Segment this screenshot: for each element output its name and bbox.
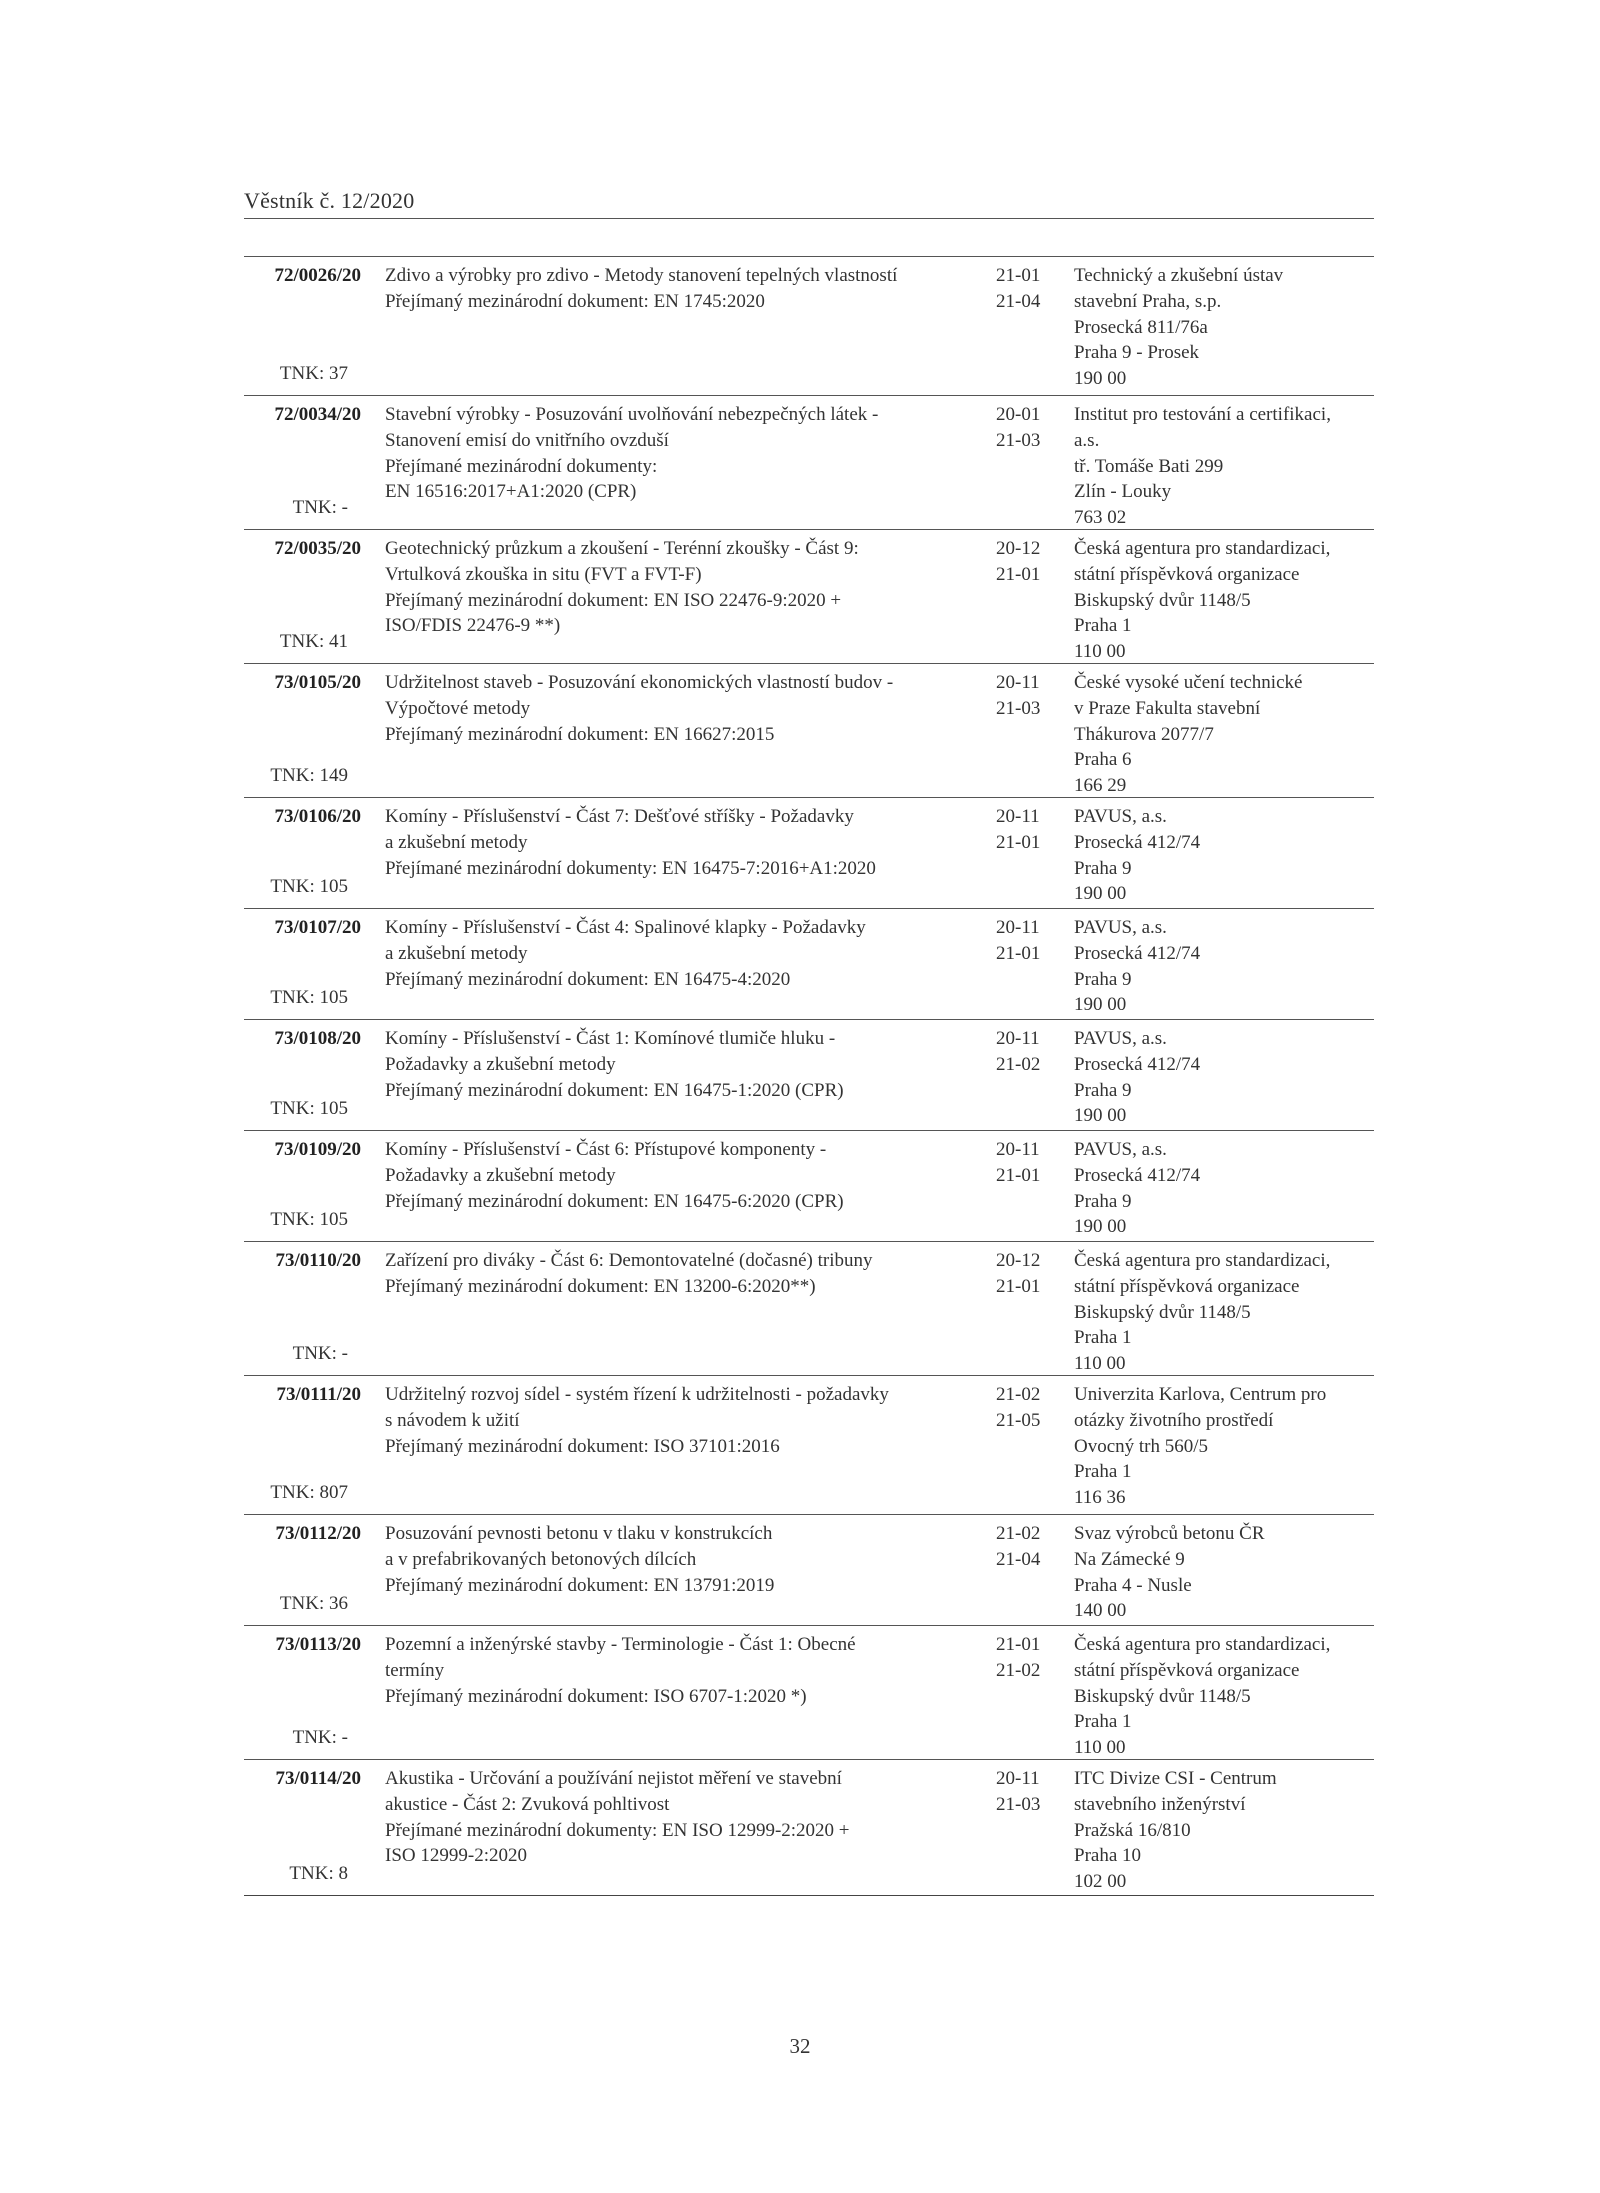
organization-line: 190 00 <box>1074 1216 1127 1238</box>
processor-organization <box>1074 1766 1374 1895</box>
standard-title-line: Udržitelný rozvoj sídel - systém řízení k udržitelnosti - požadavky <box>385 1384 889 1405</box>
standard-code: 73/0108/20 <box>274 1028 361 1049</box>
journal-title: Věstník č. 12/2020 <box>244 188 415 213</box>
organization-line: státní příspěvková organizace <box>1074 1275 1300 1297</box>
dates-cell <box>996 402 1066 454</box>
organization-line: 102 00 <box>1074 1871 1127 1893</box>
organization-line: Biskupský dvůr 1148/5 <box>1074 1685 1251 1707</box>
standard-title-line: Přejímaný mezinárodní dokument: EN 1745:2020 <box>385 290 765 312</box>
organization-line: v Praze Fakulta stavební <box>1074 697 1261 719</box>
organization-line: Technický a zkušební ústav <box>1074 265 1284 286</box>
standard-title-line: Přejímané mezinárodní dokumenty: EN ISO 12999-2:2020 + <box>385 1819 850 1841</box>
tnk-number: TNK: 105 <box>270 1098 348 1120</box>
organization-line: 110 00 <box>1074 1737 1126 1759</box>
standard-title <box>385 1632 975 1709</box>
standard-title-line: Stavební výrobky - Posuzování uvolňování nebezpečných látek - <box>385 404 879 425</box>
standard-title-line: Přejímané mezinárodní dokumenty: EN 16475-7:2016+A1:2020 <box>385 857 876 879</box>
start-date: 20-11 <box>996 1028 1040 1049</box>
standard-title-line: Akustika - Určování a používání nejistot měření ve stavební <box>385 1768 842 1789</box>
processor-organization <box>1074 670 1374 799</box>
organization-line: Česká agentura pro standardizaci, <box>1074 1250 1331 1271</box>
dates-cell <box>996 1521 1066 1573</box>
organization-line: 110 00 <box>1074 641 1126 663</box>
organization-line: Praha 1 <box>1074 615 1132 637</box>
standard-row <box>244 1242 1374 1376</box>
standard-code: 73/0113/20 <box>275 1634 361 1655</box>
standard-title-line: Požadavky a zkušební metody <box>385 1053 616 1075</box>
dates-cell <box>996 536 1066 588</box>
organization-line: a.s. <box>1074 429 1100 451</box>
standard-row <box>244 664 1374 798</box>
standard-row <box>244 1760 1374 1896</box>
organization-line: Univerzita Karlova, Centrum pro <box>1074 1384 1327 1405</box>
standard-title <box>385 670 975 747</box>
end-date: 21-04 <box>996 290 1041 312</box>
organization-line: České vysoké učení technické <box>1074 672 1303 693</box>
processor-organization <box>1074 1248 1374 1377</box>
standard-row <box>244 1626 1374 1760</box>
standard-title-line: Přejímaný mezinárodní dokument: EN 16475-6:2020 (CPR) <box>385 1190 844 1212</box>
organization-line: otázky životního prostředí <box>1074 1409 1274 1431</box>
standard-row <box>244 396 1374 530</box>
organization-line: Pražská 16/810 <box>1074 1819 1191 1841</box>
standard-row <box>244 1376 1374 1515</box>
end-date: 21-01 <box>996 1164 1041 1186</box>
organization-line: Prosecká 412/74 <box>1074 1053 1201 1075</box>
end-date: 21-03 <box>996 1793 1041 1815</box>
standard-code: 72/0035/20 <box>274 538 361 559</box>
processor-organization <box>1074 1632 1374 1761</box>
organization-line: PAVUS, a.s. <box>1074 806 1167 827</box>
standard-title <box>385 804 975 881</box>
standard-title <box>385 1521 975 1598</box>
organization-line: Česká agentura pro standardizaci, <box>1074 1634 1331 1655</box>
standard-code: 73/0107/20 <box>274 917 361 938</box>
standard-title-line: Vrtulková zkouška in situ (FVT a FVT-F) <box>385 563 702 585</box>
organization-line: Praha 1 <box>1074 1461 1132 1483</box>
dates-cell <box>996 915 1066 967</box>
end-date: 21-01 <box>996 1275 1041 1297</box>
standard-title <box>385 263 975 315</box>
end-date: 21-01 <box>996 942 1041 964</box>
processor-organization <box>1074 1026 1374 1129</box>
processor-organization <box>1074 804 1374 907</box>
processor-organization <box>1074 1382 1374 1511</box>
organization-line: 763 02 <box>1074 507 1127 529</box>
standard-title <box>385 1766 975 1869</box>
standard-title-line: Přejímaný mezinárodní dokument: EN 13200-6:2020**) <box>385 1275 816 1297</box>
standard-title-line: Zdivo a výrobky pro zdivo - Metody stanovení tepelných vlastností <box>385 265 898 286</box>
organization-line: stavební Praha, s.p. <box>1074 290 1222 312</box>
organization-line: tř. Tomáše Bati 299 <box>1074 455 1224 477</box>
tnk-number: TNK: - <box>292 497 348 519</box>
standard-title-line: Přejímaný mezinárodní dokument: EN 16475-4:2020 <box>385 968 791 990</box>
organization-line: Praha 9 - Prosek <box>1074 342 1200 364</box>
tnk-number: TNK: 807 <box>270 1482 348 1504</box>
standard-title-line: termíny <box>385 1659 445 1681</box>
dates-cell <box>996 1766 1066 1818</box>
end-date: 21-05 <box>996 1409 1041 1431</box>
standard-title-line: Posuzování pevnosti betonu v tlaku v konstrukcích <box>385 1523 773 1544</box>
standard-title-line: Přejímané mezinárodní dokumenty: <box>385 455 658 477</box>
standard-title-line: s návodem k užití <box>385 1409 520 1431</box>
end-date: 21-02 <box>996 1659 1041 1681</box>
organization-line: Svaz výrobců betonu ČR <box>1074 1523 1265 1544</box>
dates-cell <box>996 1382 1066 1434</box>
start-date: 20-11 <box>996 672 1040 693</box>
start-date: 20-11 <box>996 917 1040 938</box>
standard-title-line: Přejímaný mezinárodní dokument: EN 13791:2019 <box>385 1574 775 1596</box>
organization-line: Praha 9 <box>1074 1190 1132 1212</box>
standard-title-line: Přejímaný mezinárodní dokument: ISO 6707-1:2020 *) <box>385 1685 807 1707</box>
standard-row <box>244 1020 1374 1131</box>
standard-title-line: ISO 12999-2:2020 <box>385 1845 527 1867</box>
organization-line: stavebního inženýrství <box>1074 1793 1246 1815</box>
organization-line: Zlín - Louky <box>1074 481 1172 503</box>
standard-title <box>385 536 975 639</box>
standard-title-line: Geotechnický průzkum a zkoušení - Terénní zkoušky - Část 9: <box>385 538 859 559</box>
standard-title-line: Přejímaný mezinárodní dokument: EN 16627:2015 <box>385 723 775 745</box>
standard-title-line: Komíny - Příslušenství - Část 7: Dešťové stříšky - Požadavky <box>385 806 854 827</box>
organization-line: Praha 9 <box>1074 1079 1132 1101</box>
standard-title-line: a zkušební metody <box>385 942 528 964</box>
standard-title <box>385 1382 975 1459</box>
organization-line: státní příspěvková organizace <box>1074 1659 1300 1681</box>
tnk-number: TNK: 41 <box>279 631 348 653</box>
end-date: 21-01 <box>996 563 1041 585</box>
standard-row <box>244 1515 1374 1626</box>
organization-line: 110 00 <box>1074 1353 1126 1375</box>
tnk-number: TNK: - <box>292 1727 348 1749</box>
start-date: 20-11 <box>996 1768 1040 1789</box>
standard-title-line: Komíny - Příslušenství - Část 1: Komínové tlumiče hluku - <box>385 1028 836 1049</box>
standard-title-line: Udržitelnost staveb - Posuzování ekonomických vlastností budov - <box>385 672 894 693</box>
organization-line: Praha 9 <box>1074 968 1132 990</box>
organization-line: PAVUS, a.s. <box>1074 1028 1167 1049</box>
standard-title-line: Pozemní a inženýrské stavby - Terminologie - Část 1: Obecné <box>385 1634 856 1655</box>
organization-line: 190 00 <box>1074 368 1127 390</box>
organization-line: Prosecká 412/74 <box>1074 942 1201 964</box>
dates-cell <box>996 1632 1066 1684</box>
dates-cell <box>996 804 1066 856</box>
organization-line: PAVUS, a.s. <box>1074 1139 1167 1160</box>
tnk-number: TNK: 149 <box>270 765 348 787</box>
tnk-number: TNK: 105 <box>270 1209 348 1231</box>
processor-organization <box>1074 915 1374 1018</box>
standard-row <box>244 1131 1374 1242</box>
tnk-number: TNK: - <box>292 1343 348 1365</box>
standard-code: 73/0106/20 <box>274 806 361 827</box>
standard-title-line: ISO/FDIS 22476-9 **) <box>385 615 561 637</box>
dates-cell <box>996 670 1066 722</box>
dates-cell <box>996 1248 1066 1300</box>
standard-code: 73/0112/20 <box>275 1523 361 1544</box>
dates-cell <box>996 1137 1066 1189</box>
organization-line: Praha 10 <box>1074 1845 1142 1867</box>
dates-cell <box>996 1026 1066 1078</box>
standard-title-line: akustice - Část 2: Zvuková pohltivost <box>385 1793 670 1815</box>
start-date: 21-02 <box>996 1523 1041 1544</box>
standard-title <box>385 1137 975 1214</box>
start-date: 20-12 <box>996 538 1041 559</box>
standard-title-line: Přejímaný mezinárodní dokument: ISO 37101:2016 <box>385 1435 780 1457</box>
standard-title-line: Komíny - Příslušenství - Část 6: Přístupové komponenty - <box>385 1139 827 1160</box>
standards-table <box>244 256 1374 1896</box>
standard-title <box>385 1248 975 1300</box>
standard-code: 73/0109/20 <box>274 1139 361 1160</box>
organization-line: Praha 4 - Nusle <box>1074 1574 1192 1596</box>
organization-line: 166 29 <box>1074 775 1127 797</box>
standard-row <box>244 798 1374 909</box>
start-date: 21-01 <box>996 1634 1041 1655</box>
tnk-number: TNK: 105 <box>270 987 348 1009</box>
standard-title <box>385 1026 975 1103</box>
standard-code: 73/0114/20 <box>275 1768 361 1789</box>
tnk-number: TNK: 105 <box>270 876 348 898</box>
standard-title-line: EN 16516:2017+A1:2020 (CPR) <box>385 481 637 503</box>
standard-title-line: Přejímaný mezinárodní dokument: EN 16475-1:2020 (CPR) <box>385 1079 844 1101</box>
end-date: 21-04 <box>996 1548 1041 1570</box>
organization-line: Prosecká 412/74 <box>1074 831 1201 853</box>
standard-code: 72/0034/20 <box>274 404 361 425</box>
organization-line: 140 00 <box>1074 1600 1127 1622</box>
organization-line: Institut pro testování a certifikaci, <box>1074 404 1331 425</box>
organization-line: 190 00 <box>1074 883 1127 905</box>
page-number: 32 <box>789 2034 811 2058</box>
organization-line: 190 00 <box>1074 994 1127 1016</box>
organization-line: Biskupský dvůr 1148/5 <box>1074 1301 1251 1323</box>
organization-line: Praha 9 <box>1074 857 1132 879</box>
end-date: 21-02 <box>996 1053 1041 1075</box>
processor-organization <box>1074 536 1374 665</box>
tnk-number: TNK: 37 <box>279 363 348 385</box>
organization-line: Prosecká 811/76a <box>1074 316 1208 338</box>
organization-line: Ovocný trh 560/5 <box>1074 1435 1209 1457</box>
standard-title-line: Komíny - Příslušenství - Část 4: Spalinové klapky - Požadavky <box>385 917 866 938</box>
standard-title-line: Výpočtové metody <box>385 697 531 719</box>
start-date: 20-12 <box>996 1250 1041 1271</box>
end-date: 21-03 <box>996 697 1041 719</box>
start-date: 20-01 <box>996 404 1041 425</box>
start-date: 21-01 <box>996 265 1041 286</box>
start-date: 21-02 <box>996 1384 1041 1405</box>
organization-line: 190 00 <box>1074 1105 1127 1127</box>
standard-title-line: a zkušební metody <box>385 831 528 853</box>
tnk-number: TNK: 36 <box>279 1593 348 1615</box>
standard-code: 73/0111/20 <box>276 1384 361 1405</box>
standard-row <box>244 530 1374 664</box>
organization-line: Biskupský dvůr 1148/5 <box>1074 589 1251 611</box>
page-header <box>244 184 1374 219</box>
end-date: 21-01 <box>996 831 1041 853</box>
standard-code: 73/0110/20 <box>275 1250 361 1271</box>
organization-line: Na Zámecké 9 <box>1074 1548 1185 1570</box>
organization-line: ITC Divize CSI - Centrum <box>1074 1768 1277 1789</box>
standard-title <box>385 915 975 992</box>
organization-line: státní příspěvková organizace <box>1074 563 1300 585</box>
standard-title <box>385 402 975 505</box>
organization-line: Česká agentura pro standardizaci, <box>1074 538 1331 559</box>
standard-code: 72/0026/20 <box>274 265 361 286</box>
standard-title-line: Požadavky a zkušební metody <box>385 1164 616 1186</box>
organization-line: Thákurova 2077/7 <box>1074 723 1214 745</box>
processor-organization <box>1074 1137 1374 1240</box>
processor-organization <box>1074 1521 1374 1624</box>
standard-title-line: Stanovení emisí do vnitřního ovzduší <box>385 429 669 451</box>
processor-organization <box>1074 263 1374 392</box>
end-date: 21-03 <box>996 429 1041 451</box>
standard-title-line: a v prefabrikovaných betonových dílcích <box>385 1548 697 1570</box>
start-date: 20-11 <box>996 806 1040 827</box>
standard-code: 73/0105/20 <box>274 672 361 693</box>
organization-line: Praha 1 <box>1074 1711 1132 1733</box>
standard-title-line: Zařízení pro diváky - Část 6: Demontovatelné (dočasné) tribuny <box>385 1250 873 1271</box>
processor-organization <box>1074 402 1374 531</box>
standard-row <box>244 909 1374 1020</box>
organization-line: Prosecká 412/74 <box>1074 1164 1201 1186</box>
standard-row <box>244 257 1374 396</box>
start-date: 20-11 <box>996 1139 1040 1160</box>
organization-line: PAVUS, a.s. <box>1074 917 1167 938</box>
tnk-number: TNK: 8 <box>289 1863 348 1885</box>
organization-line: Praha 1 <box>1074 1327 1132 1349</box>
organization-line: Praha 6 <box>1074 749 1132 771</box>
dates-cell <box>996 263 1066 315</box>
organization-line: 116 36 <box>1074 1487 1126 1509</box>
standard-title-line: Přejímaný mezinárodní dokument: EN ISO 22476-9:2020 + <box>385 589 842 611</box>
